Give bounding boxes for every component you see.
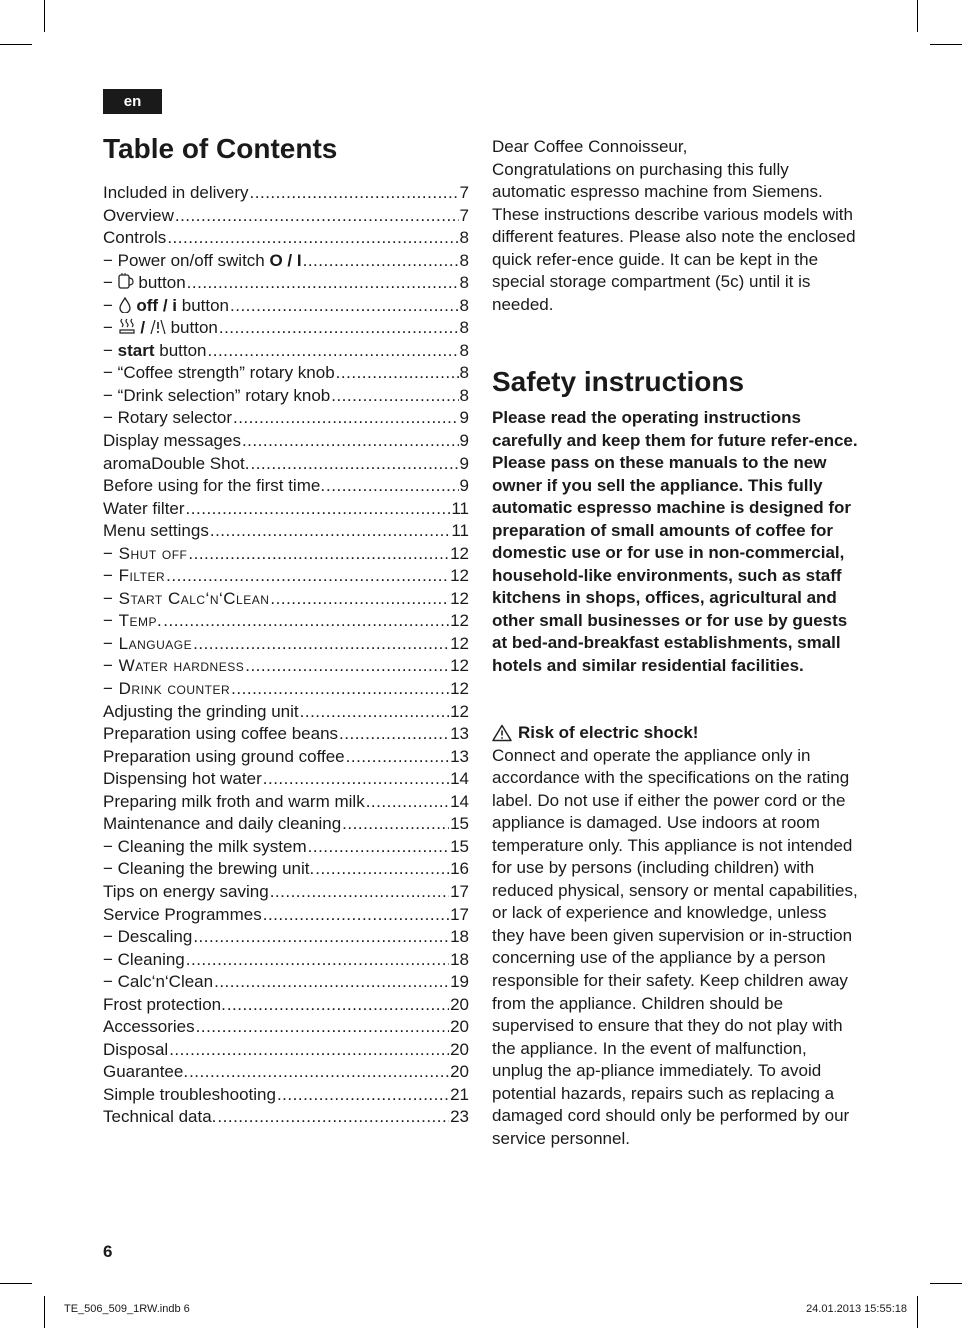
crop-mark	[930, 1283, 962, 1284]
toc-entry[interactable]: − “Coffee strength” rotary knob ..... 8	[103, 362, 469, 385]
footer-timestamp: 24.01.2013 15:55:18	[806, 1303, 907, 1315]
toc-entry[interactable]: − off / i button ..... 8	[103, 295, 469, 318]
toc-entry[interactable]: − Drink counter ..... 12	[103, 678, 469, 701]
crop-mark	[44, 0, 45, 32]
toc-entry[interactable]: Frost protection. ..... 20	[103, 994, 469, 1017]
toc-entry[interactable]: − Power on/off switch O / I ..... 8	[103, 250, 469, 273]
language-tab: en	[103, 89, 162, 114]
intro-greeting: Dear Coffee Connoisseur,	[492, 137, 688, 156]
toc-entry[interactable]: − “Drink selection” rotary knob ..... 8	[103, 385, 469, 408]
toc-entry[interactable]: Accessories ..... 20	[103, 1016, 469, 1039]
crop-mark	[0, 44, 32, 45]
toc-entry[interactable]: − Cleaning the milk system ..... 15	[103, 836, 469, 859]
toc-entry[interactable]: − Shut off ..... 12	[103, 543, 469, 566]
toc-entry[interactable]: − start button ..... 8	[103, 340, 469, 363]
toc-entry[interactable]: − Start Calc‘n‘Clean ..... 12	[103, 588, 469, 611]
toc-entry[interactable]: − Cleaning ..... 18	[103, 949, 469, 972]
toc-entry[interactable]: − / button ..... 8	[103, 317, 469, 340]
toc-entry[interactable]: − Water hardness ..... 12	[103, 655, 469, 678]
toc-entry[interactable]: Simple troubleshooting ..... 21	[103, 1084, 469, 1107]
risk-text: Connect and operate the appliance only in accordance with the specifications on the rating label. Do not use if either the power cord or the appliance is damaged. Use indoors at room temperature only. This appliance is not intended for use by persons (including children) with reduced physical, sensory or mental capabilities, or lack of experience and knowledge, unless they have been given supervision or in-struction concerning use of the appliance by a person responsible for their safety. Keep children away from the appliance. Children should be supervised to ensure that they do not play with the appliance. In the event of malfunction, unplug the ap-pliance immediately. To avoid potential hazards, repairs such as replacing a damaged cord should only be performed by our service personnel.	[492, 745, 858, 1148]
toc-entry[interactable]: Disposal ..... 20	[103, 1039, 469, 1062]
crop-mark	[930, 44, 962, 45]
safety-intro: Please read the operating instructions carefully and keep them for future refer-ence. Please pass on these manuals to the new owner if you sell the appliance. This fully automatic espresso machine is designed for preparation of small amounts of coffee for domestic use or for use in non-commercial, household-like environments, such as staff kitchens in shops, offices, agricultural and other small businesses or for use by guests at bed-and-breakfast establishments, small hotels and similar residential facilities.	[492, 408, 858, 676]
toc-entry[interactable]: − button ..... 8	[103, 272, 469, 295]
toc-entry[interactable]: Menu settings ..... 11	[103, 520, 469, 543]
toc-entry[interactable]: − Temp. ..... 12	[103, 610, 469, 633]
toc-entry[interactable]: − Language ..... 12	[103, 633, 469, 656]
toc-entry[interactable]: Technical data. ..... 23	[103, 1106, 469, 1129]
toc-entry[interactable]: − Cleaning the brewing unit. ..... 16	[103, 858, 469, 881]
toc-entry[interactable]: − Calc‘n‘Clean ..... 19	[103, 971, 469, 994]
safety-title: Safety instructions	[492, 366, 745, 397]
table-of-contents	[103, 130, 469, 1129]
toc-entry[interactable]: Preparing milk froth and warm milk ..... 14	[103, 791, 469, 814]
warning-triangle-icon	[492, 724, 512, 742]
toc-entry[interactable]: Preparation using coffee beans ..... 13	[103, 723, 469, 746]
crop-mark	[44, 1296, 45, 1328]
risk-section	[492, 722, 862, 1150]
crop-mark	[0, 1283, 32, 1284]
toc-entry[interactable]: Tips on energy saving ..... 17	[103, 881, 469, 904]
toc-entry[interactable]: Dispensing hot water ..... 14	[103, 768, 469, 791]
toc-entry[interactable]: − Descaling ..... 18	[103, 926, 469, 949]
toc-entry[interactable]: Guarantee. ..... 20	[103, 1061, 469, 1084]
warning-slash-icon	[150, 319, 166, 335]
right-column	[492, 136, 862, 1148]
crop-mark	[917, 1296, 918, 1328]
intro-body: Congratulations on purchasing this fully automatic espresso machine from Siemens. These instructions describe various models with different features. Please also note the enclosed quick refer-ence guide. It can be kept in the special storage compartment (5c) until it is needed.	[492, 159, 856, 314]
toc-entry[interactable]: Before using for the first time. ..... 9	[103, 475, 469, 498]
toc-entry[interactable]: Included in delivery ..... 7	[103, 182, 469, 205]
toc-entry[interactable]: Preparation using ground coffee ..... 13	[103, 746, 469, 769]
toc-entry[interactable]: Controls ..... 8	[103, 227, 469, 250]
cup-icon	[118, 272, 134, 290]
toc-entry[interactable]: Display messages ..... 9	[103, 430, 469, 453]
toc-entry[interactable]: Maintenance and daily cleaning ..... 15	[103, 813, 469, 836]
toc-entry[interactable]: Service Programmes ..... 17	[103, 904, 469, 927]
toc-title: Table of Contents	[103, 133, 338, 164]
toc-entry[interactable]: − Filter ..... 12	[103, 565, 469, 588]
toc-entry[interactable]: Water filter ..... 11	[103, 498, 469, 521]
toc-entry[interactable]: Adjusting the grinding unit ..... 12	[103, 701, 469, 724]
drop-icon	[118, 297, 132, 313]
steam-icon	[118, 317, 136, 335]
footer-file: TE_506_509_1RW.indb 6	[64, 1303, 190, 1315]
toc-entry[interactable]: Overview ..... 7	[103, 205, 469, 228]
toc-entry[interactable]: aromaDouble Shot. ..... 9	[103, 453, 469, 476]
toc-entry[interactable]: − Rotary selector ..... 9	[103, 407, 469, 430]
page-number: 6	[103, 1242, 113, 1261]
crop-mark	[917, 0, 918, 32]
risk-heading: Risk of electric shock!	[492, 722, 862, 745]
